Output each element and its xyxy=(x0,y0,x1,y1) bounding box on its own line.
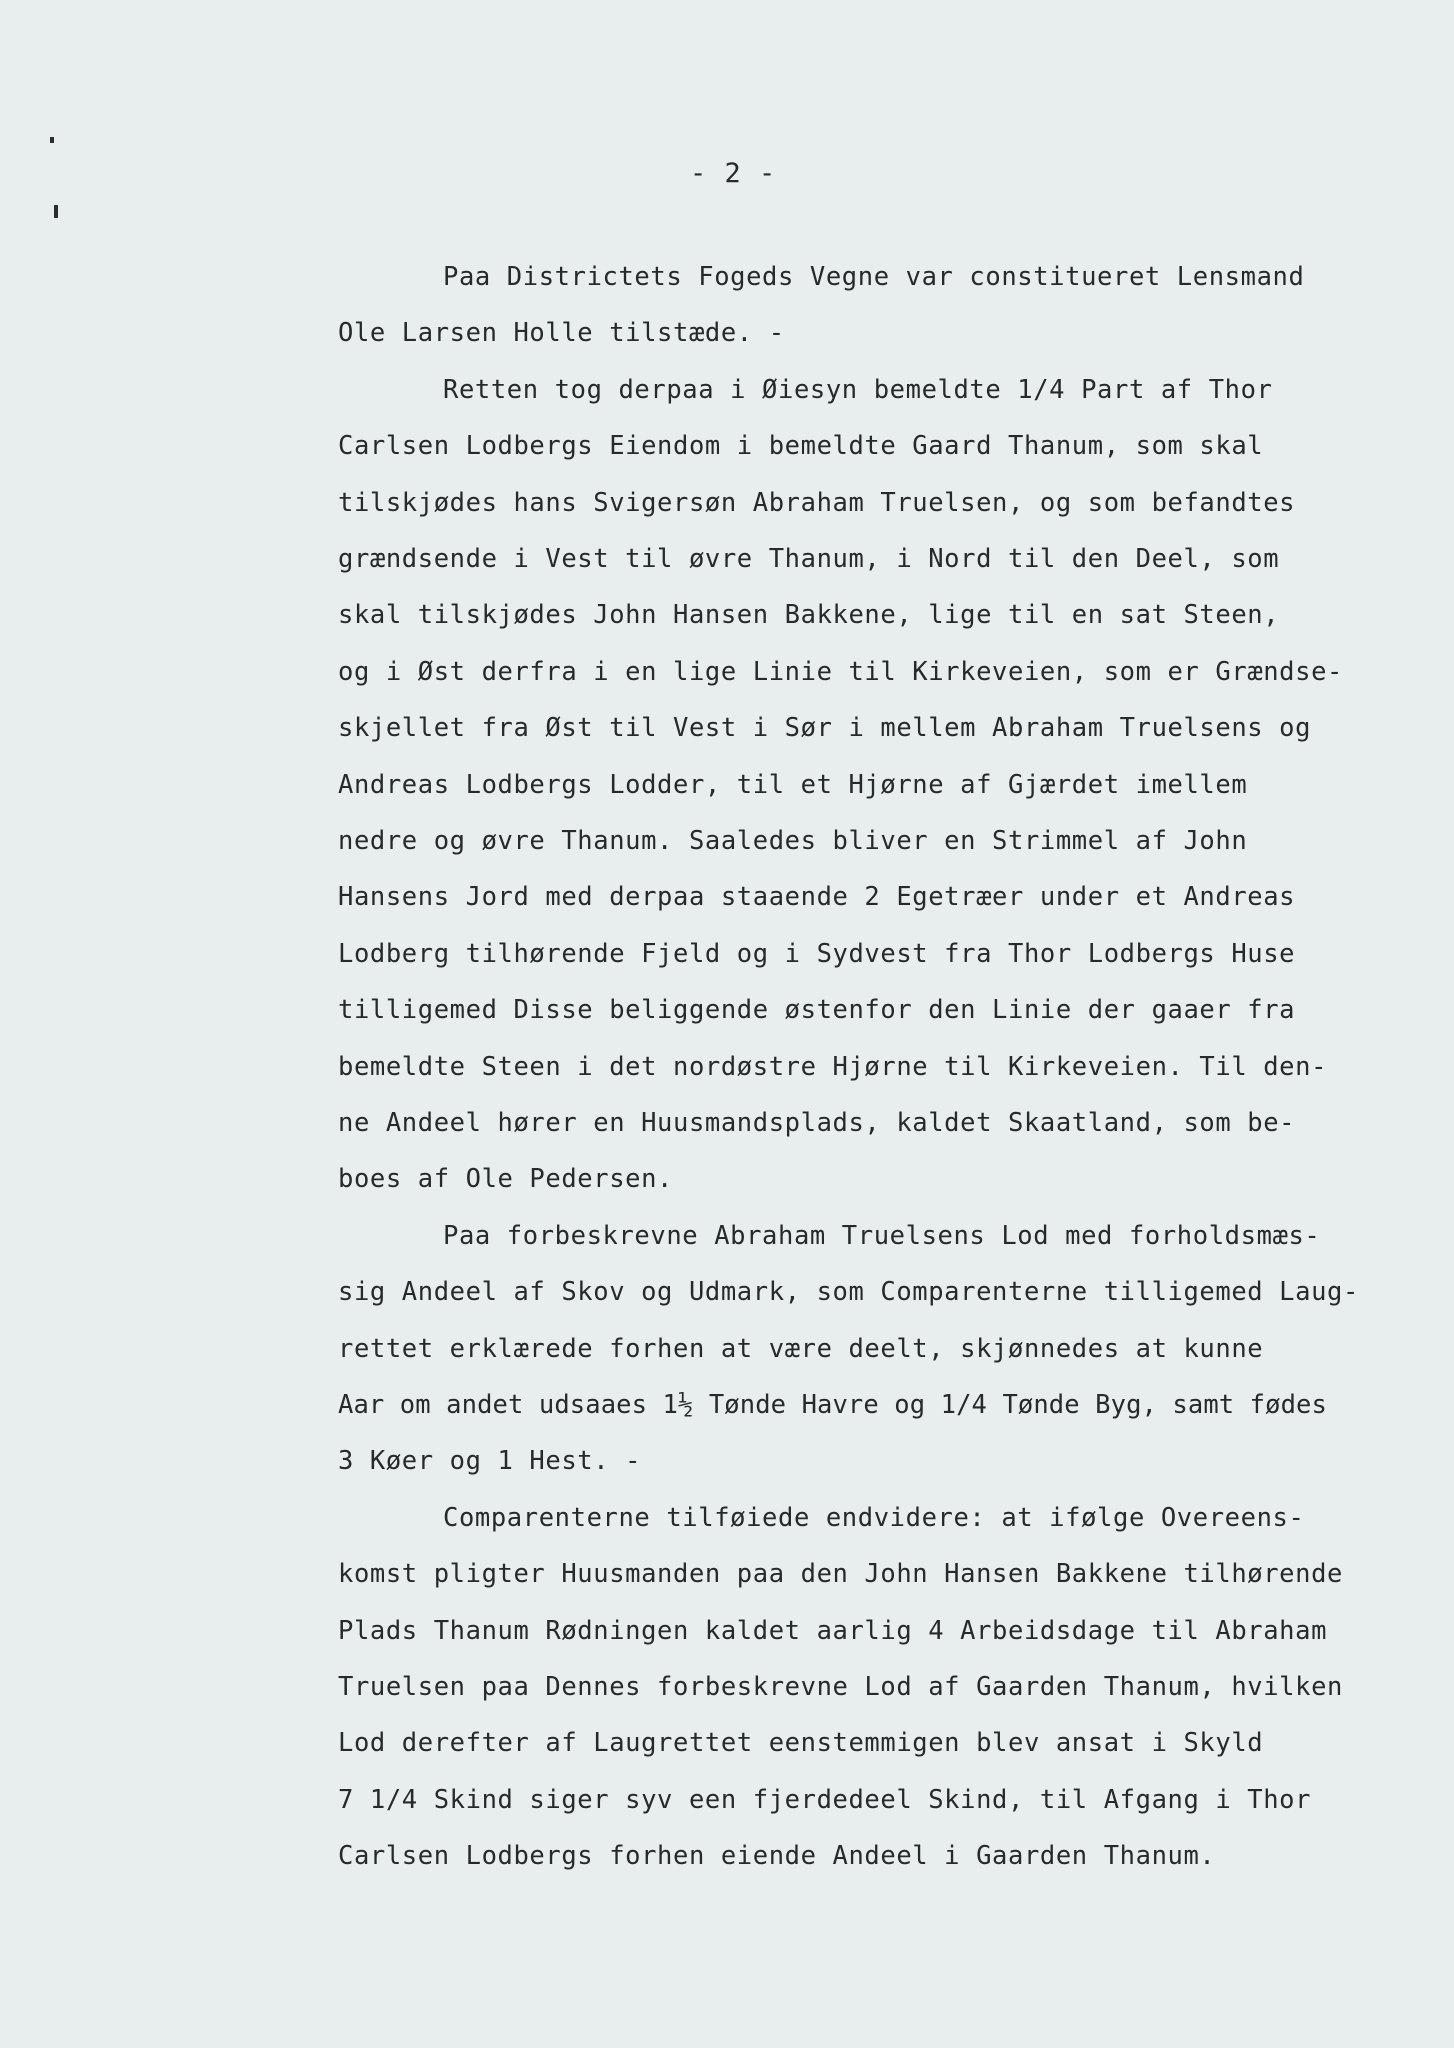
text-line: Comparenterne tilføiede endvidere: at ifølge Overeens- xyxy=(443,1503,1305,1533)
margin-mark xyxy=(50,137,54,143)
text-line: tilskjødes hans Svigersøn Abraham Truelsen, og som befandtes xyxy=(338,488,1296,518)
text-line: Ole Larsen Holle tilstæde. - xyxy=(338,318,785,348)
text-line: Andreas Lodbergs Lodder, til et Hjørne af Gjærdet imellem xyxy=(338,770,1248,800)
text-line: Hansens Jord med derpaa staaende 2 Egetræer under et Andreas xyxy=(338,882,1296,912)
text-line: tilligemed Disse beliggende østenfor den Linie der gaaer fra xyxy=(338,995,1296,1025)
text-line: 7 1/4 Skind siger syv een fjerdedeel Skind, til Afgang i Thor xyxy=(338,1785,1312,1815)
text-line: nedre og øvre Thanum. Saaledes bliver en Strimmel af John xyxy=(338,826,1248,856)
page-number: - 2 - xyxy=(690,158,777,189)
text-line: og i Øst derfra i en lige Linie til Kirkeveien, som er Grændse- xyxy=(338,657,1343,687)
text-line: Carlsen Lodbergs Eiendom i bemeldte Gaard Thanum, som skal xyxy=(338,431,1264,461)
text-line: Plads Thanum Rødningen kaldet aarlig 4 Arbeidsdage til Abraham xyxy=(338,1616,1328,1646)
text-line: Truelsen paa Dennes forbeskrevne Lod af Gaarden Thanum, hvilken xyxy=(338,1672,1343,1702)
text-line: sig Andeel af Skov og Udmark, som Comparenterne tilligemed Laug- xyxy=(338,1277,1359,1307)
text-line: Lodberg tilhørende Fjeld og i Sydvest fra Thor Lodbergs Huse xyxy=(338,939,1296,969)
text-line: Paa forbeskrevne Abraham Truelsens Lod med forholdsmæs- xyxy=(443,1221,1321,1251)
margin-mark xyxy=(54,205,58,218)
text-line: Lod derefter af Laugrettet eenstemmigen blev ansat i Skyld xyxy=(338,1728,1264,1758)
text-line: bemeldte Steen i det nordøstre Hjørne til Kirkeveien. Til den- xyxy=(338,1052,1328,1082)
text-line: Carlsen Lodbergs forhen eiende Andeel i Gaarden Thanum. xyxy=(338,1841,1216,1871)
text-line: skal tilskjødes John Hansen Bakkene, lige til en sat Steen, xyxy=(338,600,1280,630)
text-line: komst pligter Huusmanden paa den John Hansen Bakkene tilhørende xyxy=(338,1559,1343,1589)
text-line: boes af Ole Pedersen. xyxy=(338,1164,673,1194)
text-line: Aar om andet udsaaes 1½ Tønde Havre og 1/4 Tønde Byg, samt fødes xyxy=(338,1390,1327,1420)
text-line: ne Andeel hører en Huusmandsplads, kaldet Skaatland, som be- xyxy=(338,1108,1296,1138)
text-line: Retten tog derpaa i Øiesyn bemeldte 1/4 Part af Thor xyxy=(443,375,1273,405)
text-line: 3 Køer og 1 Hest. - xyxy=(338,1446,642,1476)
text-line: grændsende i Vest til øvre Thanum, i Nord til den Deel, som xyxy=(338,544,1280,574)
text-line: Paa Districtets Fogeds Vegne var constitueret Lensmand xyxy=(443,262,1305,292)
text-line: rettet erklærede forhen at være deelt, skjønnedes at kunne xyxy=(338,1334,1264,1364)
text-line: skjellet fra Øst til Vest i Sør i mellem Abraham Truelsens og xyxy=(338,713,1312,743)
